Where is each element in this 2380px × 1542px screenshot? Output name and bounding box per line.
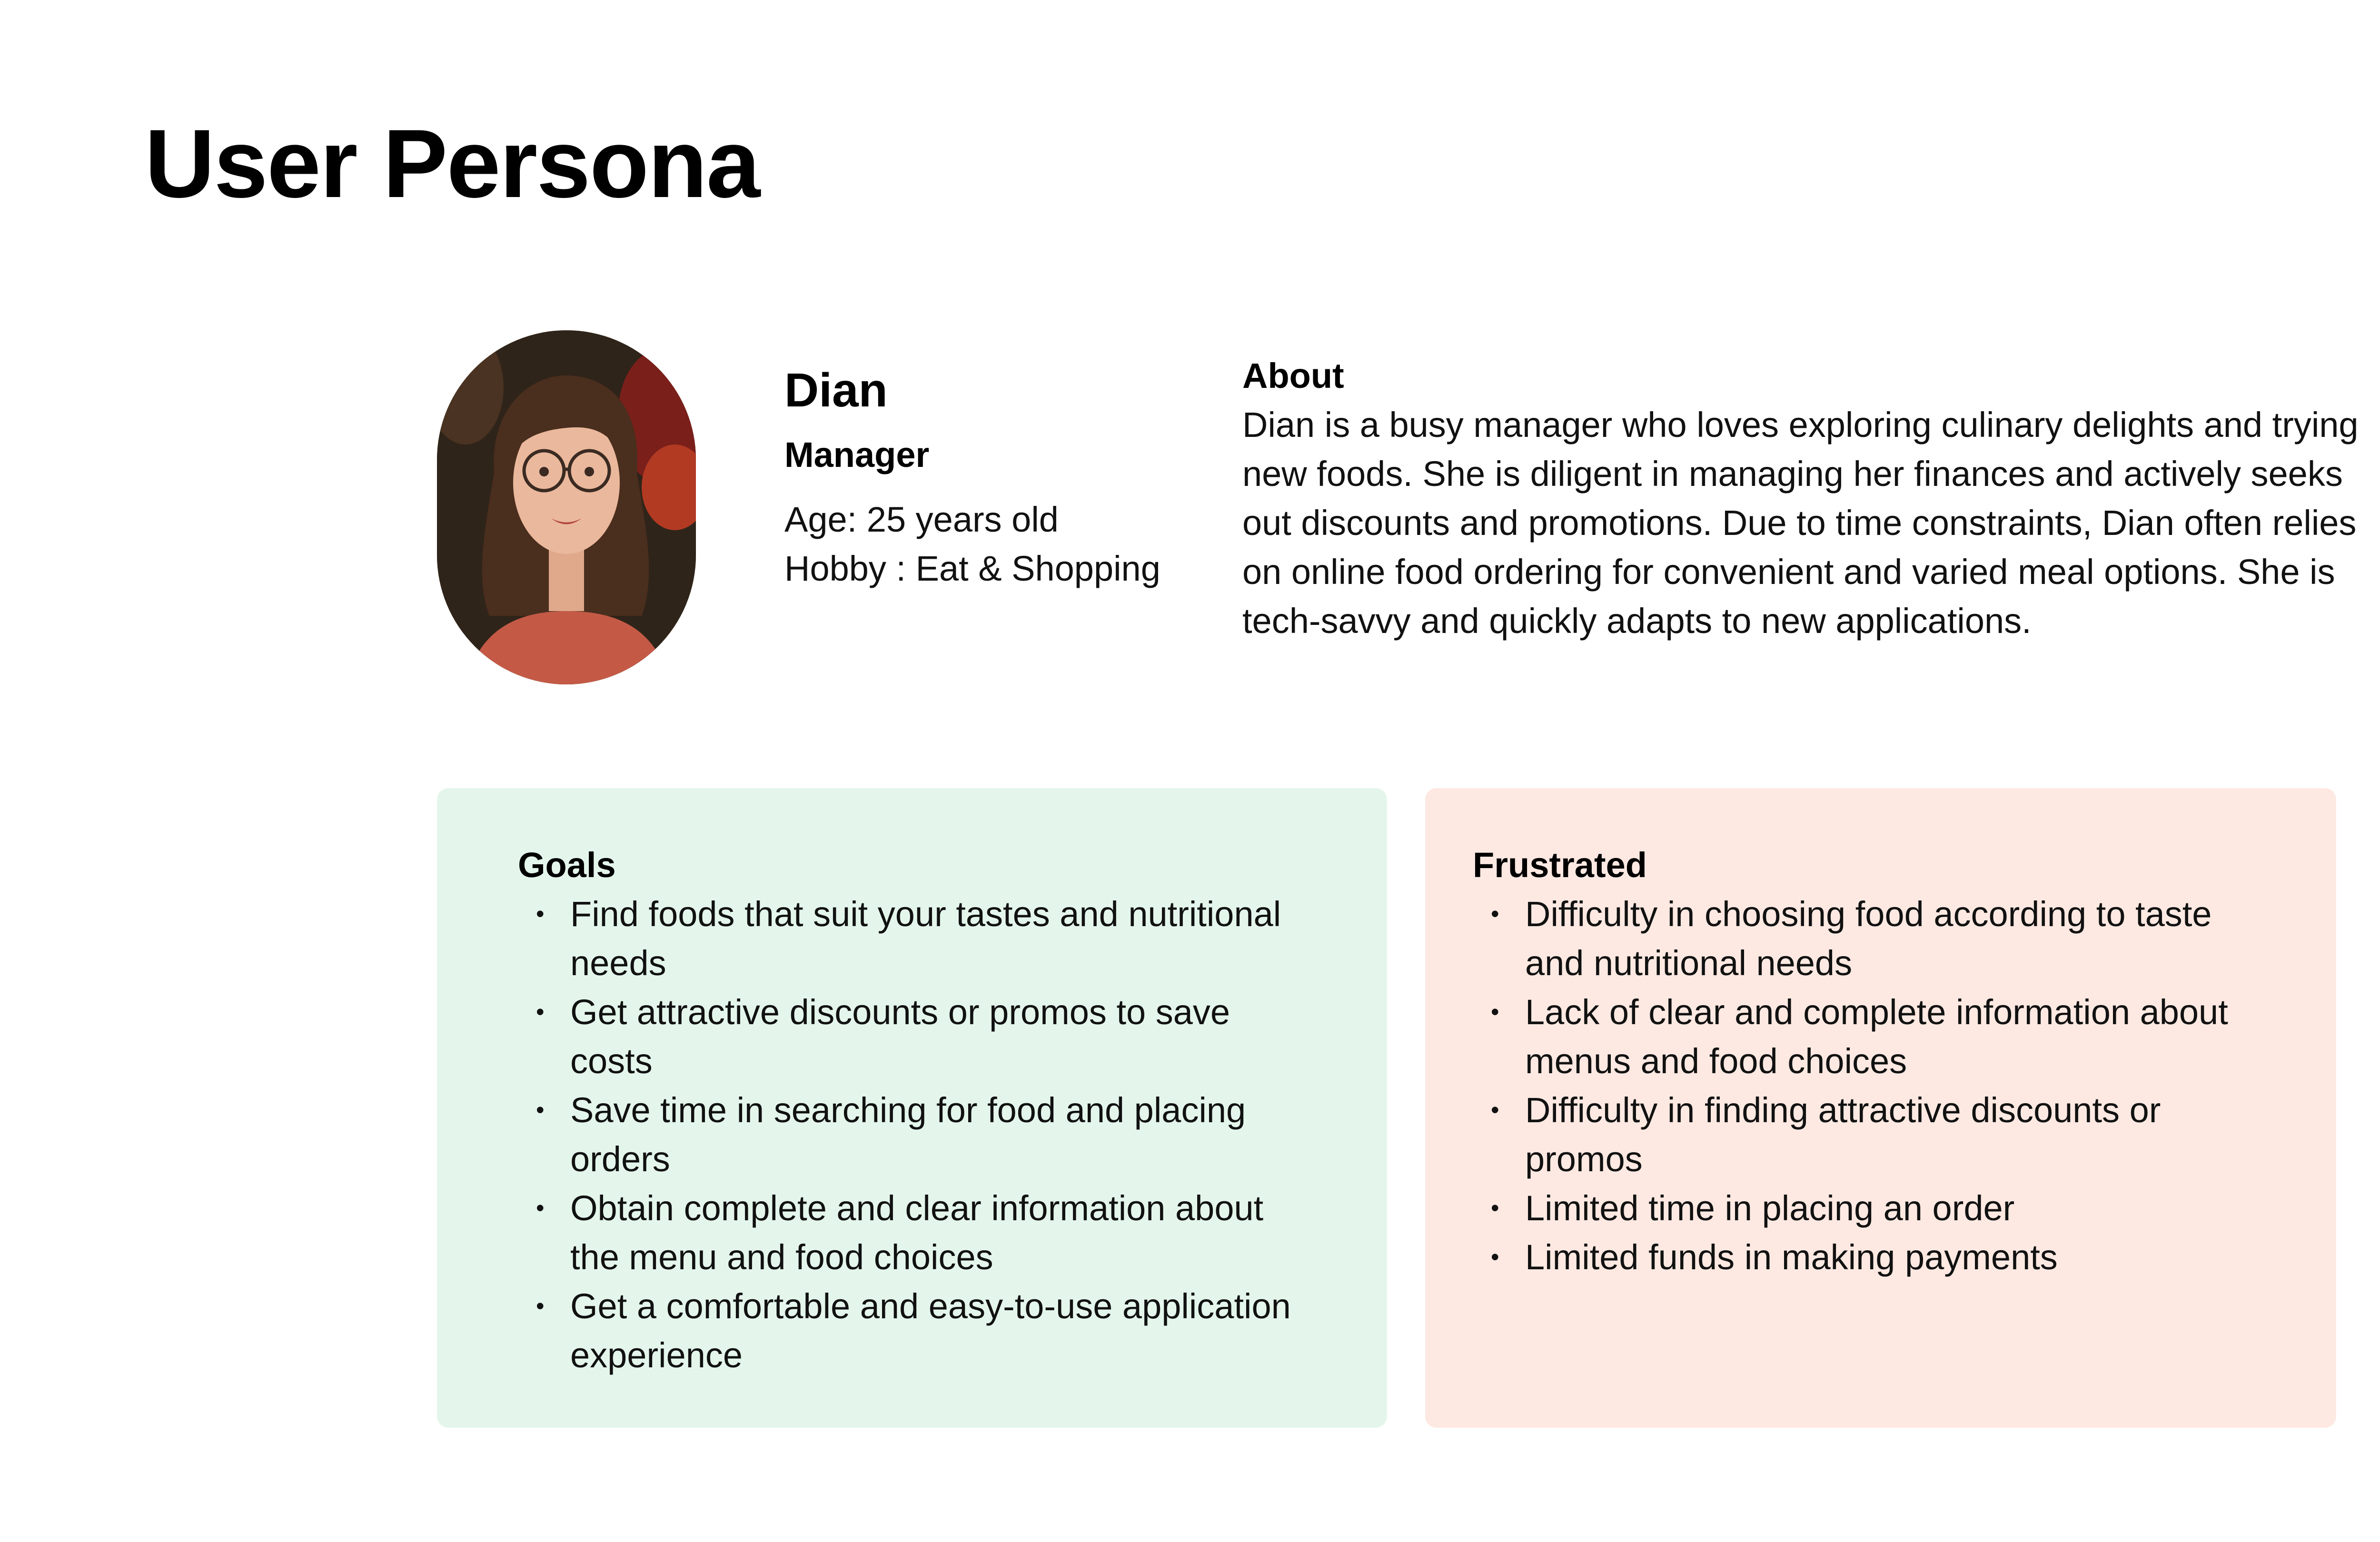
about-section xyxy=(1242,351,2366,645)
bullet-icon: • xyxy=(536,1195,545,1221)
about-text: Dian is a busy manager who loves exploring culinary delights and trying new foods. She is diligent in managing her finances and actively seeks out discounts and promotions. Due to time constraints, Dian often relies on online food ordering for convenient and varied meal options. She is tech-savvy and quickly adapts to new applications. xyxy=(1242,405,2359,641)
bullet-icon: • xyxy=(536,1293,545,1319)
goals-list-item xyxy=(518,890,1311,988)
bullet-icon: • xyxy=(1491,1097,1499,1123)
goals-item-text: Find foods that suit your tastes and nutritional needs xyxy=(570,894,1281,983)
goals-list xyxy=(518,890,1311,1380)
persona-role: Manager xyxy=(784,435,930,474)
persona-photo xyxy=(437,330,696,684)
goals-card xyxy=(437,788,1387,1428)
frustrated-list-item xyxy=(1473,1086,2270,1184)
bullet-icon: • xyxy=(1491,900,1499,927)
frustrated-list-item xyxy=(1473,1184,2270,1233)
page-title: User Persona xyxy=(145,109,760,218)
persona-age: Age: 25 years old xyxy=(784,500,1059,540)
frustrated-item-text: Limited time in placing an order xyxy=(1525,1188,2015,1228)
goals-list-item xyxy=(518,1282,1311,1380)
persona-avatar xyxy=(437,330,696,684)
frustrated-list xyxy=(1473,890,2270,1282)
bullet-icon: • xyxy=(536,998,545,1025)
persona-identity xyxy=(784,362,1175,593)
frustrated-item-text: Difficulty in finding attractive discounts or promos xyxy=(1525,1090,2161,1179)
goals-list-item xyxy=(518,988,1311,1086)
frustrated-item-text: Limited funds in making payments xyxy=(1525,1237,2058,1277)
bullet-icon: • xyxy=(1491,998,1499,1025)
goals-item-text: Obtain complete and clear information about the menu and food choices xyxy=(570,1188,1264,1277)
about-heading: About xyxy=(1242,356,1344,395)
frustrated-card xyxy=(1425,788,2336,1428)
goals-heading: Goals xyxy=(518,845,616,885)
frustrated-heading: Frustrated xyxy=(1473,845,1647,885)
frustrated-item-text: Lack of clear and complete information about menus and food choices xyxy=(1525,992,2228,1081)
persona-name: Dian xyxy=(784,364,888,417)
goals-list-item xyxy=(518,1086,1311,1184)
goals-item-text: Get a comfortable and easy-to-use application experience xyxy=(570,1286,1291,1375)
bullet-icon: • xyxy=(1491,1195,1499,1221)
goals-list-item xyxy=(518,1184,1311,1282)
frustrated-list-item xyxy=(1473,988,2270,1086)
bullet-icon: • xyxy=(536,900,545,927)
frustrated-list-item xyxy=(1473,1233,2270,1282)
goals-item-text: Get attractive discounts or promos to save costs xyxy=(570,992,1230,1081)
persona-hobby: Hobby : Eat & Shopping xyxy=(784,549,1160,589)
frustrated-item-text: Difficulty in choosing food according to taste and nutritional needs xyxy=(1525,894,2212,983)
frustrated-list-item xyxy=(1473,890,2270,988)
bullet-icon: • xyxy=(536,1097,545,1123)
bullet-icon: • xyxy=(1491,1244,1499,1270)
goals-item-text: Save time in searching for food and placing orders xyxy=(570,1090,1246,1179)
